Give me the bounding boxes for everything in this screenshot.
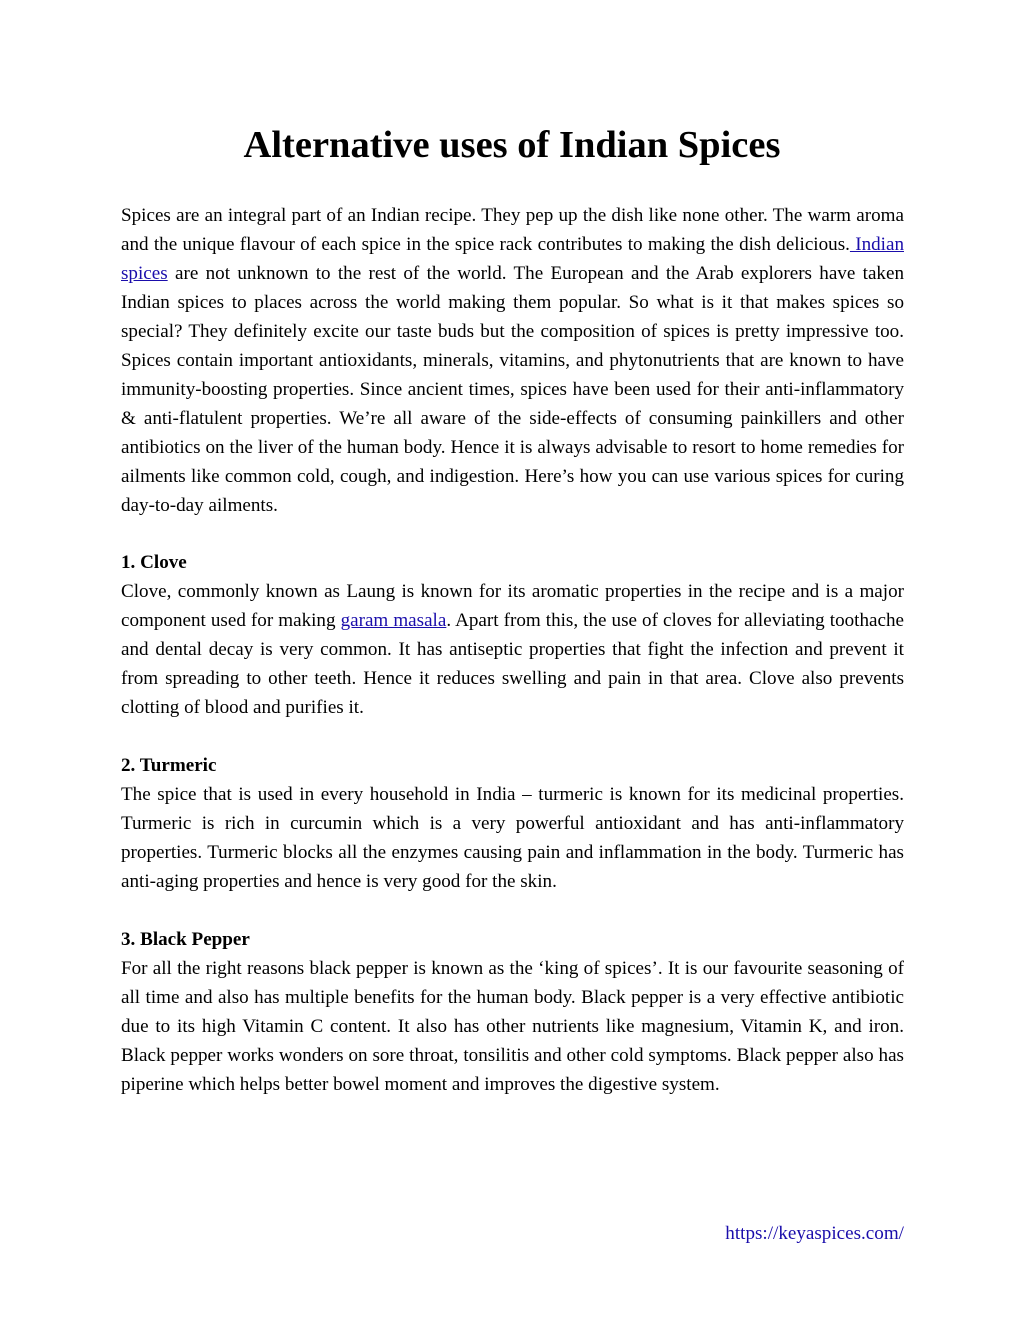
indian-spices-link[interactable]: Indian spices <box>121 233 904 284</box>
section-paragraph-black-pepper: For all the right reasons black pepper is known as the ‘king of spices’. It is our favourite seasoning of all time and also has multiple benefits for the human body. Black pepper is a very effective antibiotic due to its high Vitamin C content. It also has other nutrients like magnesium, Vitamin K, and iron. Black pepper works wonders on sore throat, tonsilitis and other cold symptoms. Black pepper also has piperine which helps better bowel moment and improves the digestive system. <box>121 957 904 1095</box>
section-heading-black-pepper: 3. Black Pepper <box>121 928 250 950</box>
footer-website-link[interactable]: https://keyaspices.com/ <box>725 1223 904 1244</box>
paragraph-gap <box>121 897 904 926</box>
section-paragraph-turmeric: The spice that is used in every household in India – turmeric is known for its medicinal properties. Turmeric is rich in curcumin which is a very powerful antioxidant and has anti-inflammatory properties. Turmeric blocks all the enzymes causing pain and inflammation in the body. Turmeric has anti-aging properties and hence is very good for the skin. <box>121 784 904 892</box>
intro-paragraph <box>121 202 904 520</box>
section-paragraph-clove <box>121 578 904 723</box>
section-clove <box>121 549 904 723</box>
section-heading-turmeric: 2. Turmeric <box>121 755 217 777</box>
section-turmeric <box>121 752 904 897</box>
page-title: Alternative uses of Indian Spices <box>243 124 781 166</box>
section-black-pepper <box>121 926 904 1100</box>
intro-text-part1: Spices are an integral part of an Indian recipe. They pep up the dish like none other. The warm aroma and the unique flavour of each spice in the spice rack contributes to making the dish delicious. <box>121 205 904 255</box>
clove-text-part1: Clove, commonly known as Laung is known for its aromatic properties in the recipe and is a major component used for making <box>121 581 904 632</box>
paragraph-gap <box>121 520 904 549</box>
paragraph-gap <box>121 723 904 752</box>
section-heading-clove: 1. Clove <box>121 552 187 574</box>
intro-text-part2: are not unknown to the rest of the world. The European and the Arab explorers have taken Indian spices to places across the world making them popular. So what is it that makes spices so special? They definitely excite our taste buds but the composition of spices is pretty impressive too. Spices contain important antioxidants, minerals, vitamins, and phytonutrients that are known to have immunity-boosting properties. Since ancient times, spices have been used for their anti-inflammatory & anti-flatulent properties. We’re all aware of the side-effects of consuming painkillers and other antibiotics on the liver of the human body. Hence it is always advisable to resort to home remedies for ailments like common cold, cough, and indigestion. Here’s how you can use various spices for curing day-to-day ailments. <box>121 262 904 516</box>
garam-masala-link[interactable]: garam masala <box>340 610 447 632</box>
document-body <box>121 202 904 1100</box>
clove-text-part2: . Apart from this, the use of cloves for alleviating toothache and dental decay is very common. It has antiseptic properties that fight the infection and prevent it from spreading to other teeth. Hence it reduces swelling and pain in that area. Clove also prevents clotting of blood and purifies it. <box>121 610 904 719</box>
